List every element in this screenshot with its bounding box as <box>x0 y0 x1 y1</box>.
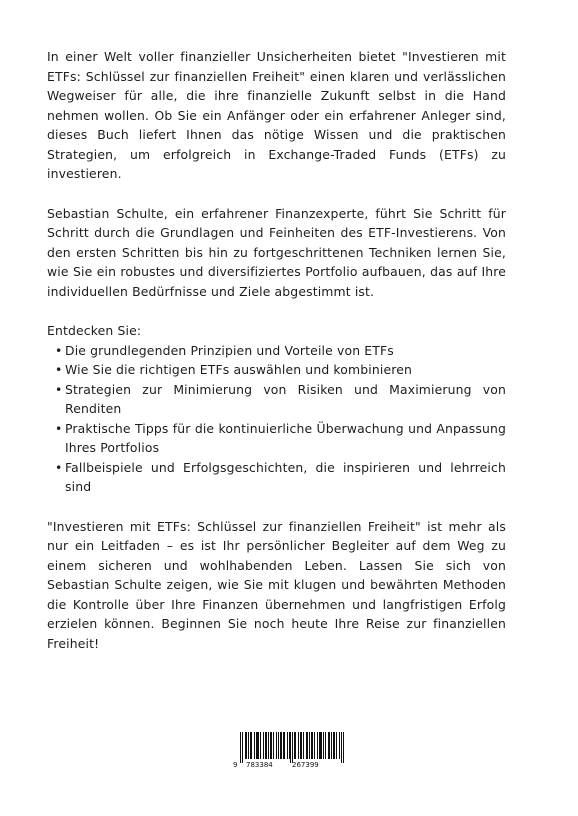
barcode-bar <box>319 732 320 759</box>
barcode-bar <box>263 732 264 759</box>
barcode-bar <box>276 732 277 759</box>
bullet-icon: • <box>55 420 63 436</box>
barcode-bar <box>300 732 301 759</box>
discover-list <box>47 341 506 497</box>
barcode-bar <box>256 732 257 759</box>
barcode-bar <box>266 732 267 759</box>
barcode-bar <box>295 732 296 759</box>
list-item <box>47 419 506 458</box>
intro-paragraph: In einer Welt voller finanzieller Unsicherheiten bietet "Investieren mit ETFs: Schlüssel zur finanziellen Freiheit" einen klaren und verlässlichen Wegweiser für alle, die ihre finanzielle Zukunft selbst in die Hand nehmen wollen. Ob Sie ein Anfänger oder ein erfahrener Anleger sind, dieses Buch liefert Ihnen das nötige Wissen und die praktischen Strategien, um erfolgreich in Exchange-Traded Funds (ETFs) zu investieren. <box>47 49 506 181</box>
bullet-icon: • <box>55 459 63 475</box>
barcode-group-right: 267399 <box>292 761 319 769</box>
barcode-bar <box>260 732 261 759</box>
barcode-bars <box>240 732 344 763</box>
bullet-icon: • <box>55 362 63 377</box>
barcode-bar <box>245 732 246 759</box>
isbn-barcode <box>232 731 344 769</box>
barcode-bar <box>248 732 249 759</box>
barcode-bar <box>306 732 307 759</box>
list-item <box>47 380 506 419</box>
list-item-text: Die grundlegenden Prinzipien und Vorteile von ETFs <box>65 342 394 358</box>
barcode-bar <box>283 732 284 759</box>
barcode-bar <box>317 732 318 759</box>
barcode-bar <box>270 732 271 759</box>
barcode-bar <box>240 732 241 763</box>
barcode-bar <box>343 732 344 763</box>
barcode-bar <box>271 732 272 759</box>
barcode-bar <box>341 732 342 763</box>
barcode-bar <box>242 732 243 763</box>
barcode-bar <box>329 732 330 759</box>
barcode-bar <box>281 732 282 759</box>
barcode-bar <box>309 732 310 759</box>
barcode-bar <box>333 732 334 759</box>
back-cover-text <box>47 47 506 653</box>
barcode-bar <box>325 732 326 759</box>
closing-paragraph: "Investieren mit ETFs: Schlüssel zur finanziellen Freiheit" ist mehr als nur ein Leitfaden – es ist Ihr persönlicher Begleiter auf dem Weg zu einem sicheren und wohlhabenden Leben. Lassen Sie sich von Sebastian Schulte zeigen, wie Sie mit klugen und bewährten Methoden die Kontrolle über Ihre Finanzen übernehmen und langfristigen Erfolg erzielen können. Beginnen Sie noch heute Ihre Reise zur finanziellen Freiheit! <box>47 518 506 651</box>
barcode-bar <box>339 732 340 759</box>
barcode-bar <box>336 732 337 759</box>
barcode-bar <box>273 732 274 759</box>
bullet-icon: • <box>55 381 63 397</box>
barcode-bar <box>278 732 279 759</box>
list-item <box>47 360 506 380</box>
barcode-bar <box>254 732 255 759</box>
list-item-text: Wie Sie die richtigen ETFs auswählen und kombinieren <box>65 362 412 377</box>
list-item-text: Fallbeispiele und Erfolgsgeschichten, die inspirieren und lehrreich sind <box>65 459 506 494</box>
barcode-bar <box>246 732 247 759</box>
barcode-bar <box>331 732 332 759</box>
barcode-bar <box>314 732 315 759</box>
barcode-bar <box>294 732 295 759</box>
list-item <box>47 341 506 361</box>
barcode-bar <box>334 732 335 759</box>
barcode-bar <box>312 732 313 759</box>
list-item-text: Praktische Tipps für die kontinuierliche Überwachung und Anpassung Ihres Portfolios <box>65 420 506 455</box>
bullet-icon: • <box>55 342 63 358</box>
barcode-group-left: 783384 <box>246 761 273 769</box>
barcode-bar <box>251 732 252 759</box>
barcode-bar <box>250 732 251 759</box>
discover-heading: Entdecken Sie: <box>47 323 142 338</box>
barcode-bar <box>268 732 269 759</box>
barcode-bar <box>289 732 290 759</box>
barcode-bar <box>328 732 329 759</box>
barcode-bar <box>257 732 258 759</box>
barcode-bar <box>307 732 308 759</box>
barcode-bar <box>303 732 304 759</box>
barcode-lead-digit: 9 <box>233 761 238 769</box>
barcode-bar <box>298 732 299 759</box>
barcode-bar <box>280 732 281 759</box>
barcode-bar <box>265 732 266 759</box>
barcode-bar <box>323 732 324 759</box>
barcode-bar <box>284 732 285 759</box>
barcode-graphic <box>232 731 344 769</box>
barcode-bar <box>290 732 291 763</box>
barcode-bar <box>301 732 302 759</box>
barcode-bar <box>287 732 288 759</box>
barcode-bar <box>320 732 321 759</box>
list-item <box>47 458 506 497</box>
barcode-bar <box>258 732 259 759</box>
barcode-bar <box>311 732 312 759</box>
author-paragraph: Sebastian Schulte, ein erfahrener Finanzexperte, führt Sie Schritt für Schritt durch die Grundlagen und Feinheiten des ETF-Investierens. Von den ersten Schritten bis hin zu fortgeschrittenen Techniken lernen Sie, wie Sie ein robustes und diversifiziertes Portfolio aufbauen, das auf Ihre individuellen Bedürfnisse und Ziele abgestimmt ist. <box>47 205 506 299</box>
list-item-text: Strategien zur Minimierung von Risiken und Maximierung von Renditen <box>65 381 506 416</box>
barcode-bar <box>292 732 293 763</box>
barcode-bar <box>321 732 322 759</box>
